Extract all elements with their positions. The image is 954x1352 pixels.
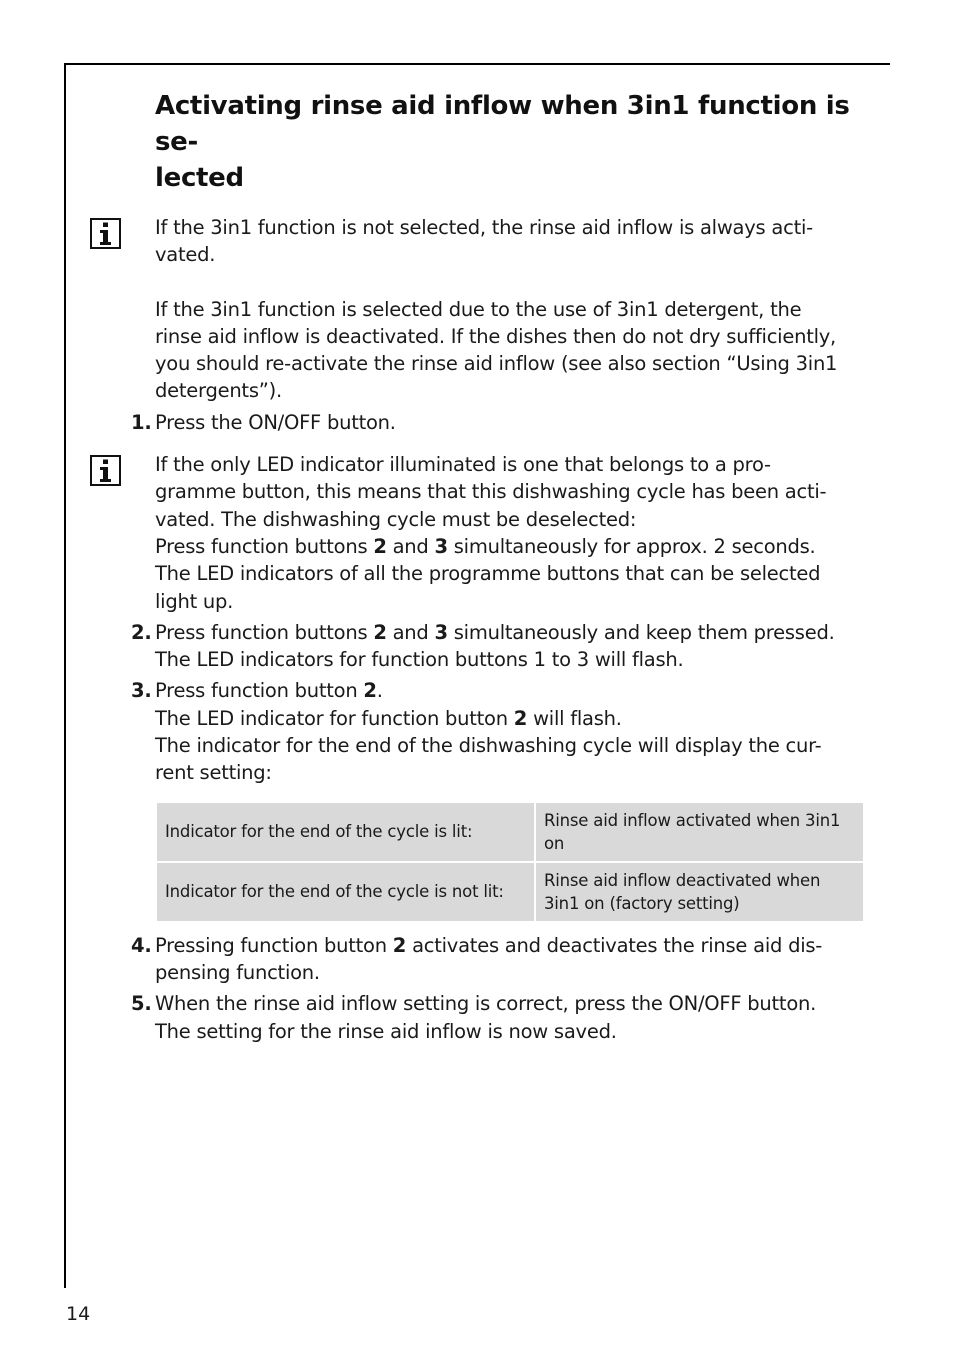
text-line: vated. <box>155 243 216 267</box>
function-button-number: 2 <box>363 679 377 703</box>
table-row <box>157 863 863 921</box>
step-3 <box>131 677 867 786</box>
text-line: The setting for the rinse aid inflow is now saved. <box>155 1019 617 1043</box>
text-line: on <box>544 833 565 853</box>
text-fragment: . <box>376 679 383 703</box>
step-number: 4. <box>131 933 152 957</box>
frame-left-rule <box>64 63 66 1288</box>
text-line: vated. The dishwashing cycle must be deselected: <box>155 507 637 531</box>
text-line: detergents”). <box>155 379 282 403</box>
text-fragment: Press function buttons <box>155 534 374 558</box>
table-row <box>157 803 863 861</box>
step-5 <box>131 990 867 1045</box>
text-fragment: Press function button <box>155 679 364 703</box>
text-line: When the rinse aid inflow setting is correct, press the ON/OFF button. <box>155 992 817 1016</box>
info-note-1-para-1 <box>155 214 867 269</box>
rinse-aid-settings-table <box>155 801 865 923</box>
text-fragment: Press function buttons <box>155 620 374 644</box>
text-fragment: simultaneously and keep them pressed. <box>447 620 835 644</box>
text-line: If the 3in1 function is selected due to the use of 3in1 detergent, the <box>155 297 802 321</box>
info-icon <box>90 455 121 486</box>
table-cell-indicator: Indicator for the end of the cycle is lit: <box>157 803 534 861</box>
function-button-number: 3 <box>434 534 448 558</box>
info-icon <box>90 218 121 249</box>
step-number: 3. <box>131 679 152 703</box>
page-number: 14 <box>66 1303 91 1325</box>
text-line: rent setting: <box>155 761 272 785</box>
function-button-number: 2 <box>392 933 407 957</box>
table-cell-meaning <box>536 803 863 861</box>
text-line: pensing function. <box>155 960 320 984</box>
text-line: If the only LED indicator illuminated is one that belongs to a pro- <box>155 453 771 477</box>
text-line: Rinse aid inflow deactivated when <box>544 870 821 890</box>
step-4 <box>131 932 867 987</box>
table-cell-indicator: Indicator for the end of the cycle is not lit: <box>157 863 534 921</box>
text-fragment: simultaneously for approx. 2 seconds. <box>447 534 816 558</box>
info-note-1-para-2 <box>155 296 867 405</box>
step-2 <box>131 619 867 674</box>
step-number: 1. <box>131 410 152 434</box>
step-number: 2. <box>131 620 152 644</box>
table-cell-meaning <box>536 863 863 921</box>
text-fragment: and <box>386 534 435 558</box>
step-1 <box>131 409 867 436</box>
heading-line-2: lected <box>155 163 244 193</box>
frame-top-rule <box>64 63 890 65</box>
info-note-2-para <box>155 451 867 615</box>
text-fragment: Pressing function button <box>155 933 393 957</box>
text-line: The indicator for the end of the dishwashing cycle will display the cur- <box>155 734 822 758</box>
info-note-2 <box>155 451 867 615</box>
function-button-number: 3 <box>434 620 448 644</box>
function-button-number: 2 <box>373 620 387 644</box>
text-fragment: and <box>386 620 435 644</box>
text-line: rinse aid inflow is deactivated. If the dishes then do not dry sufficiently, <box>155 324 837 348</box>
heading-line-1: Activating rinse aid inflow when 3in1 function is se- <box>155 91 850 157</box>
text-line: Rinse aid inflow activated when 3in1 <box>544 810 841 830</box>
section-heading <box>155 88 867 196</box>
text-line: If the 3in1 function is not selected, the rinse aid inflow is always acti- <box>155 216 813 239</box>
function-button-number: 2 <box>513 706 528 730</box>
step-number: 5. <box>131 992 152 1016</box>
info-note-1 <box>155 214 867 405</box>
text-line: gramme button, this means that this dishwashing cycle has been acti- <box>155 480 827 504</box>
text-fragment: The LED indicator for function button <box>155 706 514 730</box>
text-fragment: activates and deactivates the rinse aid dis- <box>406 933 823 957</box>
text-line: you should re-activate the rinse aid inflow (see also section “Using 3in1 <box>155 352 838 376</box>
text-fragment: will flash. <box>527 706 622 730</box>
step-text: Press the ON/OFF button. <box>155 410 396 434</box>
page-content <box>131 88 867 1045</box>
function-button-number: 2 <box>373 534 387 558</box>
text-line: light up. <box>155 589 234 613</box>
text-line: The LED indicators for function buttons 1 to 3 will flash. <box>155 648 684 672</box>
text-line: 3in1 on (factory setting) <box>544 893 740 913</box>
text-line: The LED indicators of all the programme buttons that can be selected <box>155 562 821 586</box>
